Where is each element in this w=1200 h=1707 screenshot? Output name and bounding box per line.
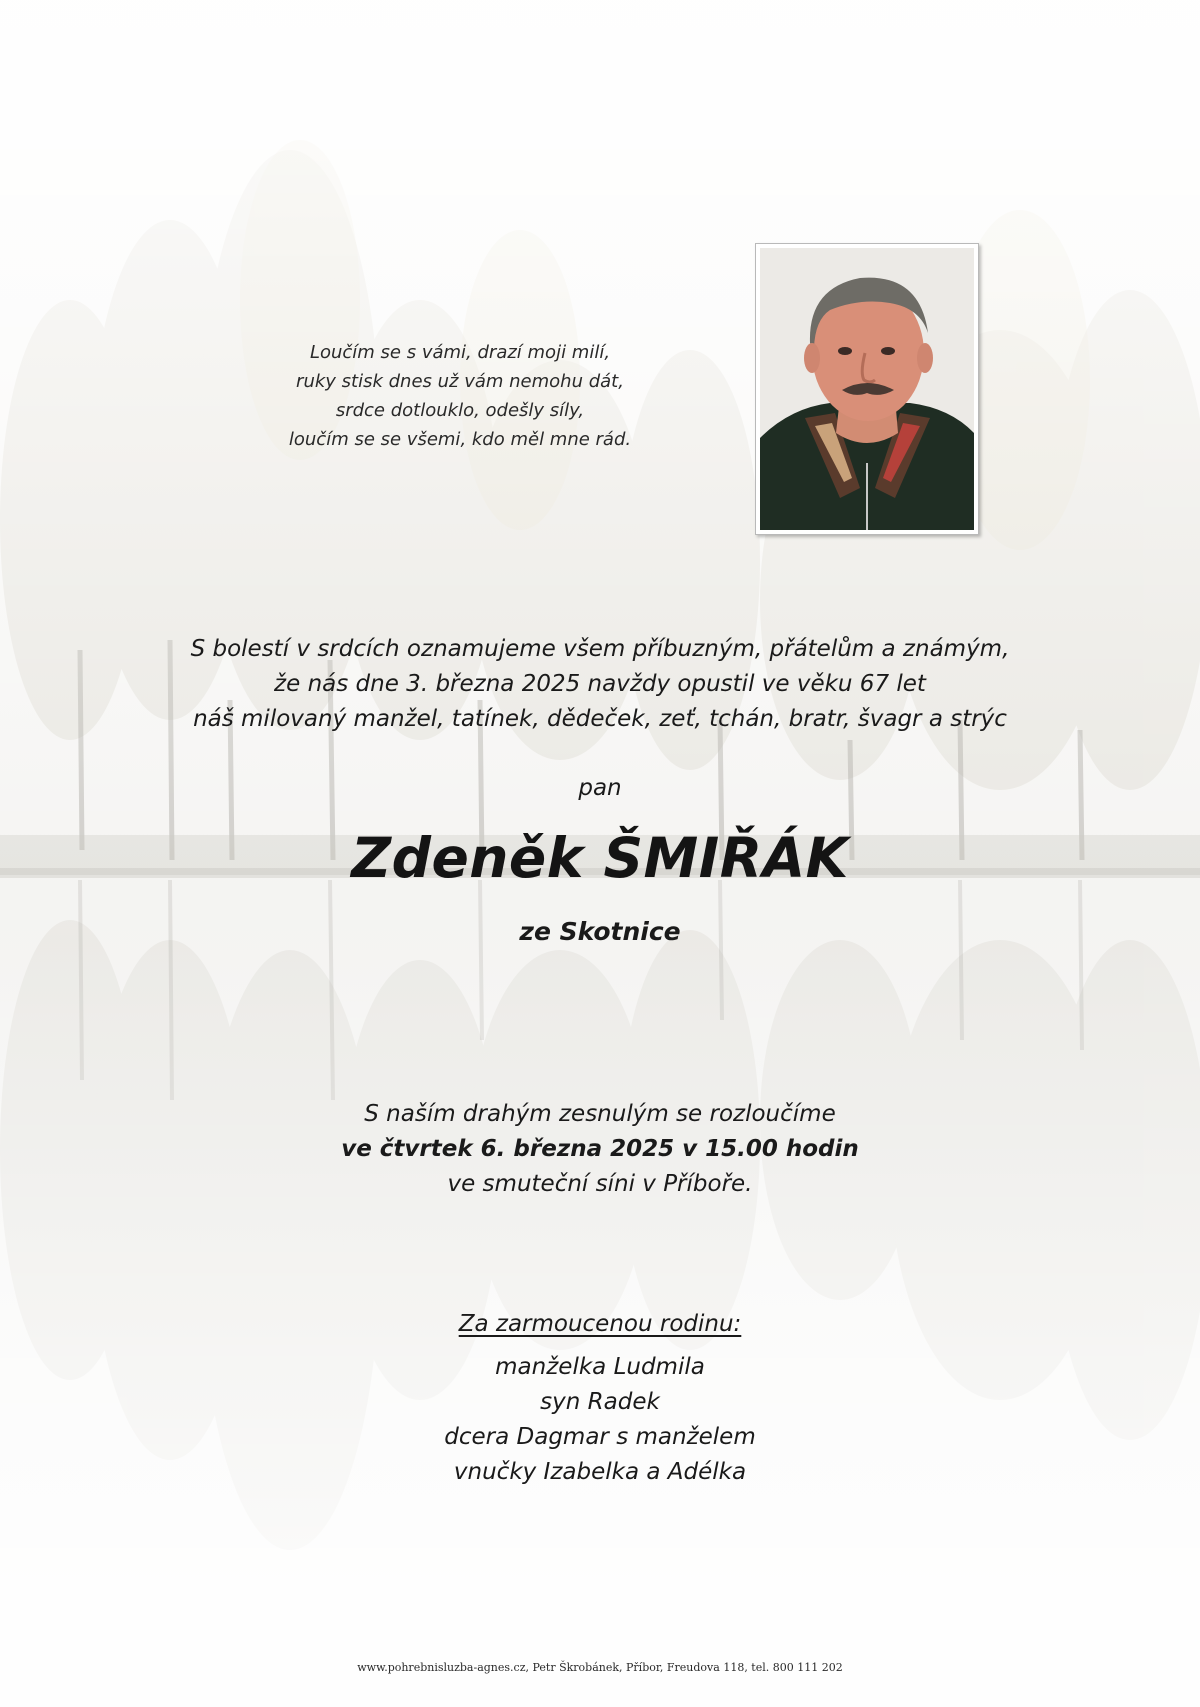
announcement-line: že nás dne 3. března 2025 navždy opustil ve věku 67 let (274, 671, 926, 697)
family-member: vnučky Izabelka a Adélka (453, 1459, 747, 1485)
poem-line: ruky stisk dnes už vám nemohu dát, (296, 371, 624, 392)
poem-line: loučím se se všemi, kdo měl mne rád. (288, 429, 632, 450)
farewell-info (0, 1097, 1200, 1202)
family-title: Za zarmoucenou rodinu: (458, 1311, 742, 1337)
footer-contact: www.pohrebnisluzba-agnes.cz, Petr Škrobánek, Příbor, Freudova 118, tel. 800 111 202 (357, 1661, 843, 1674)
farewell-place: ve smuteční síni v Příboře. (447, 1171, 753, 1197)
family-member: dcera Dagmar s manželem (444, 1424, 756, 1450)
portrait-frame (755, 243, 979, 535)
farewell-date: ve čtvrtek 6. března 2025 v 15.00 hodin (341, 1136, 859, 1162)
family-members (0, 1350, 1200, 1490)
deceased-name: Zdeněk ŠMIŘÁK (351, 826, 849, 890)
title-pan: pan (578, 775, 622, 801)
poem (230, 338, 690, 454)
poem-line: Loučím se s vámi, drazí moji milí, (309, 342, 611, 363)
announcement-line: S bolestí v srdcích oznamujeme všem příbuzným, přátelům a známým, (190, 636, 1010, 662)
portrait-photo (760, 248, 974, 530)
poem-line: srdce dotlouklo, odešly síly, (335, 400, 585, 421)
family-member: manželka Ludmila (495, 1354, 705, 1380)
announcement-line: náš milovaný manžel, tatínek, dědeček, zeť, tchán, bratr, švagr a strýc (193, 706, 1007, 732)
deceased-origin: ze Skotnice (519, 917, 681, 946)
farewell-line: S naším drahým zesnulým se rozloučíme (364, 1101, 836, 1127)
family-member: syn Radek (540, 1389, 660, 1415)
announcement (0, 632, 1200, 737)
